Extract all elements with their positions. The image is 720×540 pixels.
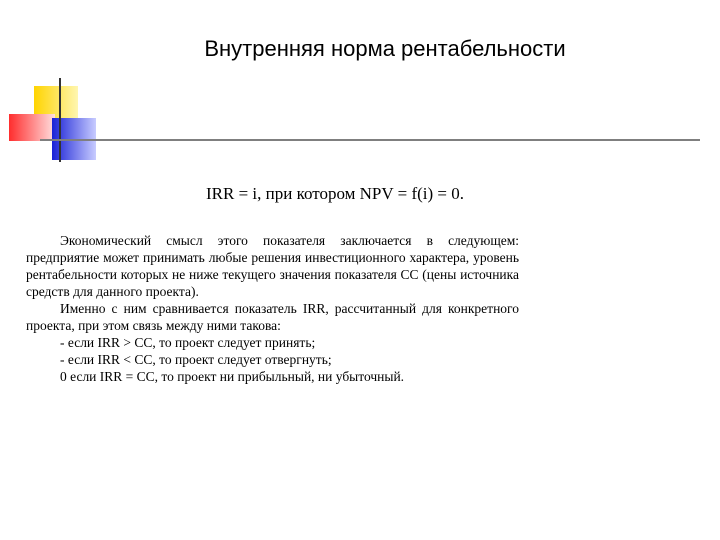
- vertical-line: [59, 78, 61, 162]
- decorative-squares: [0, 0, 720, 170]
- body-text: [26, 232, 519, 385]
- red-square: [9, 114, 55, 141]
- horizontal-rule: [40, 139, 700, 141]
- list-item-neutral: 0 если IRR = CC, то проект ни прибыльный, ни убыточный.: [60, 369, 405, 384]
- list-item-reject: - если IRR < CC, то проект следует отвергнуть;: [60, 352, 332, 367]
- paragraph-economic-meaning: Экономический смысл этого показателя заключается в следующем: предприятие может принимать любые решения инвестиционного характера, уровень рентабельности которых не ниже текущего значения показателя СС (цены источника средств для данного проекта).: [26, 233, 519, 299]
- irr-formula: IRR = i, при котором NPV = f(i) = 0.: [206, 184, 464, 203]
- slide-title: Внутренняя норма рентабельности: [204, 36, 566, 61]
- list-item-accept: - если IRR > CC, то проект следует принять;: [60, 335, 316, 350]
- paragraph-comparison: Именно с ним сравнивается показатель IRR, рассчитанный для конкретного проекта, при этом связь между ними такова:: [26, 301, 519, 333]
